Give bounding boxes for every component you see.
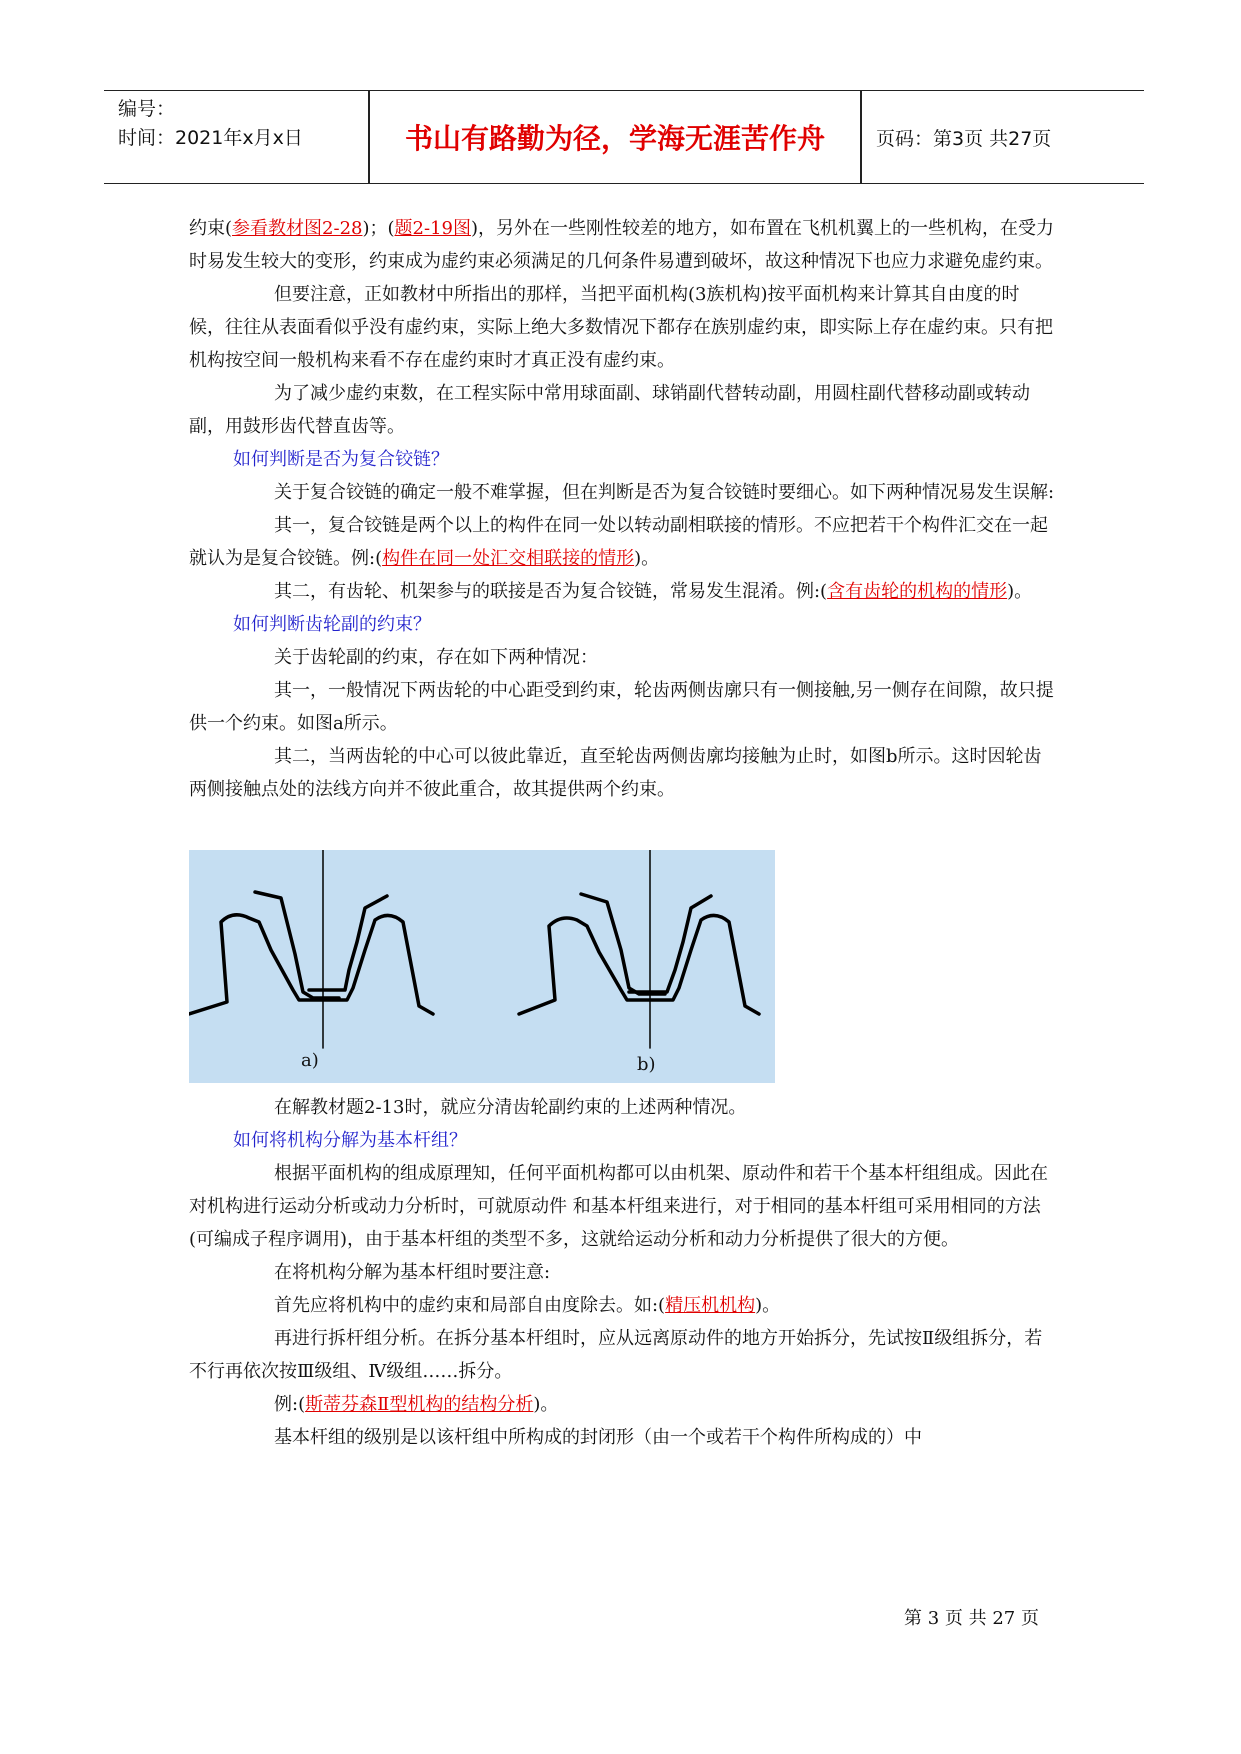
link-problem-figure[interactable]: 题2-19图	[394, 218, 471, 239]
paragraph: 在将机构分解为基本杆组时要注意:	[274, 1262, 551, 1283]
figure-label-a: a)	[301, 1050, 319, 1071]
header-motto: 书山有路勤为径，学海无涯苦作舟	[404, 122, 825, 155]
number-label: 编号：	[118, 98, 176, 120]
paragraph: 基本杆组的级别是以该杆组中所构成的封闭形（由一个或若干个构件所构成的）中	[274, 1427, 922, 1448]
paragraph: 其二，有齿轮、机架参与的联接是否为复合铰链，常易发生混淆。例:(含有齿轮的机构的情形)。	[274, 581, 1033, 602]
paragraph: 为了减少虚约束数，在工程实际中常用球面副、球销副代替转动副，用圆柱副代替移动副或转动副，用鼓形齿代替直齿等。	[189, 383, 1030, 437]
question-heading: 如何判断齿轮副的约束？	[233, 614, 431, 635]
gear-tooth-diagram	[189, 850, 775, 1083]
header-info	[118, 95, 303, 153]
link-gear-mechanism[interactable]: 含有齿轮的机构的情形	[827, 581, 1008, 602]
paragraph: 其二，当两齿轮的中心可以彼此靠近，直至轮齿两侧齿廓均接触为止时，如图b所示。这时因轮齿两侧接触点处的法线方向并不彼此重合，故其提供两个约束。	[189, 746, 1042, 800]
gear-contact-figure	[189, 850, 775, 1083]
paragraph: 但要注意，正如教材中所指出的那样，当把平面机构(3族机构)按平面机构来计算其自由度的时候，往往从表面看似乎没有虚约束，实际上绝大多数情况下都存在族别虚约束，即实际上存在虚约束。只有把机构按空间一般机构来看不存在虚约束时才真正没有虚约束。	[189, 284, 1053, 371]
paragraph: 在解教材题2-13时，就应分清齿轮副约束的上述两种情况。	[274, 1097, 747, 1118]
paragraph: 根据平面机构的组成原理知，任何平面机构都可以由机架、原动件和若干个基本杆组组成。因此在对机构进行运动分析或动力分析时，可就原动件 和基本杆组来进行，对于相同的基本杆组可采用相同的方法(可编成子程序调用)，由于基本杆组的类型不多，这就给运动分析和动力分析提供了很大的方便。	[189, 1163, 1048, 1250]
paragraph: 例:(斯蒂芬森Ⅱ型机构的结构分析)。	[274, 1394, 559, 1415]
figure-label-b: b)	[637, 1054, 656, 1075]
paragraph: 再进行拆杆组分析。在拆分基本杆组时，应从远离原动件的地方开始拆分，先试按Ⅱ级组拆分，若不行再依次按Ⅲ级组、Ⅳ级组……拆分。	[189, 1328, 1043, 1382]
document-body	[189, 212, 1055, 1454]
paragraph: 关于复合铰链的确定一般不难掌握，但在判断是否为复合铰链时要细心。如下两种情况易发生误解:	[274, 482, 1055, 503]
question-heading: 如何将机构分解为基本杆组？	[233, 1130, 467, 1151]
page-header	[104, 90, 1144, 184]
paragraph: 其一，一般情况下两齿轮的中心距受到约束，轮齿两侧齿廓只有一侧接触,另一侧存在间隙，故只提供一个约束。如图a所示。	[189, 680, 1054, 734]
paragraph: 其一，复合铰链是两个以上的构件在同一处以转动副相联接的情形。不应把若干个构件汇交在一起就认为是复合铰链。例:(构件在同一处汇交相联接的情形)。	[189, 515, 1048, 569]
time-label: 时间：2021年x月x日	[118, 127, 303, 149]
question-heading: 如何判断是否为复合铰链？	[233, 449, 449, 470]
paragraph: 约束(参看教材图2-28)；(题2-19图)，另外在一些刚性较差的地方，如布置在飞机机翼上的一些机构，在受力时易发生较大的变形，约束成为虚约束必须满足的几何条件易遭到破坏，故这种情况下也应力求避免虚约束。	[189, 218, 1055, 272]
page-footer: 第 3 页 共 27 页	[904, 1608, 1039, 1629]
link-press-mechanism[interactable]: 精压机机构	[665, 1295, 756, 1316]
header-page-label: 页码：第3页 共27页	[876, 127, 1052, 150]
paragraph: 关于齿轮副的约束，存在如下两种情况：	[274, 647, 598, 668]
paragraph: 首先应将机构中的虚约束和局部自由度除去。如:(精压机机构)。	[274, 1295, 781, 1316]
link-stephenson-analysis[interactable]: 斯蒂芬森Ⅱ型机构的结构分析	[305, 1394, 534, 1415]
link-textbook-figure[interactable]: 参看教材图2-28	[232, 218, 363, 239]
link-converging-members[interactable]: 构件在同一处汇交相联接的情形	[382, 548, 635, 569]
